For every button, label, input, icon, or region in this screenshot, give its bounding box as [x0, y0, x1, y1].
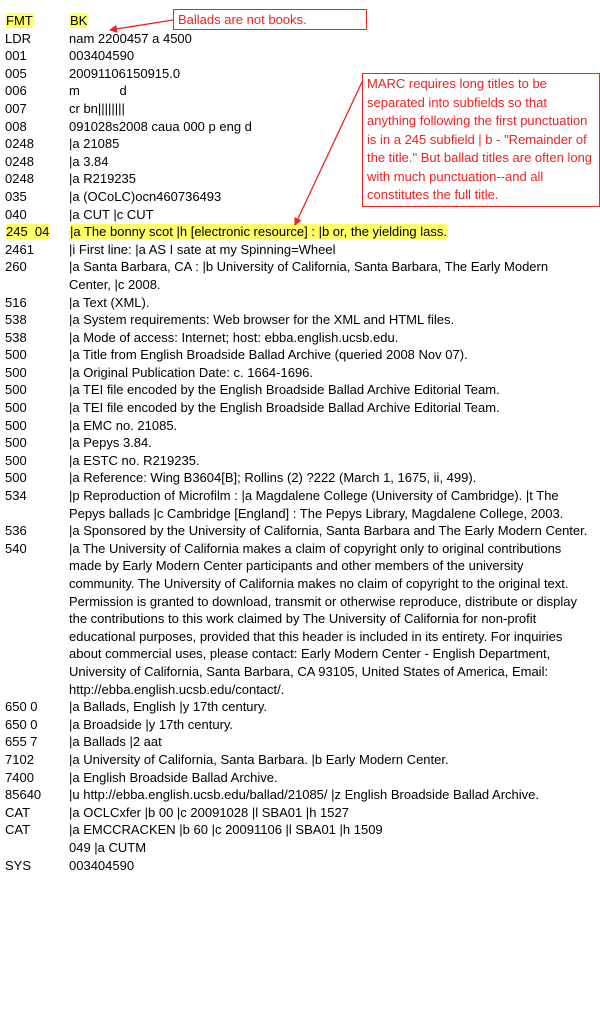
field-value: |a EMC no. 21085. — [69, 417, 178, 433]
field-value: |a University of California, Santa Barbara. |b Early Modern Center. — [69, 751, 449, 767]
field-tag: 655 7 — [5, 734, 38, 750]
field-value: |a Original Publication Date: c. 1664-1696. — [69, 364, 314, 380]
field-value: |a Ballads, English |y 17th century. — [69, 699, 268, 715]
field-tag: 538 — [5, 329, 27, 345]
field-tag: 0248 — [5, 153, 34, 169]
field-tag: 500 — [5, 435, 27, 451]
field-value: |a TEI file encoded by the English Broadside Ballad Archive Editorial Team. — [69, 400, 500, 416]
field-tag: 001 — [5, 48, 27, 64]
annotation-ballads-not-books: Ballads are not books. — [173, 9, 367, 30]
field-value: |i First line: |a AS I sate at my Spinning=Wheel — [69, 241, 336, 257]
field-value: |a System requirements: Web browser for the XML and HTML files. — [69, 312, 455, 328]
field-tag: 500 — [5, 364, 27, 380]
field-tag: 650 0 — [5, 699, 38, 715]
field-tag: 7102 — [5, 751, 34, 767]
field-tag: CAT — [5, 822, 31, 838]
field-value: |a Title from English Broadside Ballad Archive (queried 2008 Nov 07). — [69, 347, 468, 363]
field-value: cr bn|||||||| — [69, 100, 125, 116]
field-tag: 534 — [5, 488, 27, 504]
field-tag: 538 — [5, 312, 27, 328]
arrow-to-245 — [295, 82, 362, 225]
annotation-marc-title-subfields: MARC requires long titles to be separated into subfields so that anything following the first punctuation is in a 245 subfield | b - "Remainder of the title." But ballad titles are often long with much punctuation--and all constitutes the full title. — [362, 73, 600, 207]
field-tag: 7400 — [5, 769, 34, 785]
field-value: nam 2200457 a 4500 — [69, 30, 192, 46]
field-tag: 2461 — [5, 241, 34, 257]
field-value: |a Broadside |y 17th century. — [69, 716, 234, 732]
field-value: |a Text (XML). — [69, 294, 150, 310]
field-tag: 500 — [5, 470, 27, 486]
field-value: BK — [70, 13, 88, 28]
field-tag: 040 — [5, 206, 27, 222]
arrow-to-fmt — [110, 20, 173, 30]
field-tag: FMT — [6, 13, 33, 28]
field-tag: 245 04 — [6, 224, 50, 240]
field-tag: 500 — [5, 382, 27, 398]
field-tag: 500 — [5, 347, 27, 363]
field-tag: 650 0 — [5, 716, 38, 732]
field-tag: 007 — [5, 100, 27, 116]
field-tag: 500 — [5, 417, 27, 433]
field-value: |p Reproduction of Microfilm : |a Magdalene College (University of Cambridge). |t The Pepys ballads |c Cambridge [England] : The Pepys Library, Magdalene College, 2003. — [69, 488, 564, 521]
field-value: |a The University of California makes a claim of copyright only to original contributions made by Early Modern Center participants and other members of the university community. The University of California makes no claim of copyright to the original text. Permission is granted to download, transmit or otherwise reproduce, distribute or display the contributions to this work claimed by The University of California for non-profit educational purposes, provided that this header is included in its entirety. For inquiries about commercial uses, please contact: Early Modern Center - English Department, University of California, Santa Barbara, CA 93105, United States of America, Email: http://ebba.english.ucsb.edu/contact/. — [69, 540, 581, 697]
field-value: |a Reference: Wing B3604[B]; Rollins (2) ?222 (March 1, 1675, ii, 499). — [69, 470, 477, 486]
field-value: |a Ballads |2 aat — [69, 734, 162, 750]
field-value: 20091106150915.0 — [69, 65, 181, 81]
field-tag: 008 — [5, 118, 27, 134]
field-value: |a R219235 — [69, 171, 136, 187]
field-value: 003404590 — [69, 857, 135, 873]
field-tag: 540 — [5, 540, 27, 556]
field-value: |a The bonny scot |h [electronic resource] : |b or, the yielding lass. — [70, 224, 447, 240]
field-value: |a EMCCRACKEN |b 60 |c 20091106 |l SBA01 |h 1509 049 |a CUTM — [69, 822, 383, 855]
field-tag: 260 — [5, 259, 27, 275]
field-value: |a Sponsored by the University of California, Santa Barbara and The Early Modern Center. — [69, 523, 588, 539]
field-value: |a CUT |c CUT — [69, 206, 154, 222]
field-value: |a Santa Barbara, CA : |b University of California, Santa Barbara, The Early Modern Center, |c 2008. — [69, 259, 552, 292]
field-tag: 500 — [5, 452, 27, 468]
field-tag: 500 — [5, 400, 27, 416]
field-tag: 0248 — [5, 171, 34, 187]
field-value: |a 21085 — [69, 136, 120, 152]
field-tag: LDR — [5, 30, 32, 46]
field-value: |a ESTC no. R219235. — [69, 452, 200, 468]
field-tag: 516 — [5, 294, 27, 310]
field-value: |a English Broadside Ballad Archive. — [69, 769, 278, 785]
field-tag: 035 — [5, 188, 27, 204]
field-value: |a OCLCxfer |b 00 |c 20091028 |l SBA01 |h 1527 — [69, 804, 349, 820]
field-tag: 006 — [5, 83, 27, 99]
field-tag: 536 — [5, 523, 27, 539]
field-value: 003404590 — [69, 48, 135, 64]
field-value: |a (OCoLC)ocn460736493 — [69, 188, 222, 204]
field-value: |a Pepys 3.84. — [69, 435, 152, 451]
field-tag: CAT — [5, 804, 31, 820]
field-tag: 85640 — [5, 787, 42, 803]
field-value: |u http://ebba.english.ucsb.edu/ballad/21085/ |z English Broadside Ballad Archive. — [69, 787, 540, 803]
field-value: |a 3.84 — [69, 153, 109, 169]
field-value: m d — [69, 83, 127, 99]
field-value: |a Mode of access: Internet; host: ebba.english.ucsb.edu. — [69, 329, 399, 345]
field-tag: 0248 — [5, 136, 34, 152]
field-tag: 005 — [5, 65, 27, 81]
field-value: 091028s2008 caua 000 p eng d — [69, 118, 252, 134]
field-tag: SYS — [5, 857, 32, 873]
field-value: |a TEI file encoded by the English Broadside Ballad Archive Editorial Team. — [69, 382, 500, 398]
